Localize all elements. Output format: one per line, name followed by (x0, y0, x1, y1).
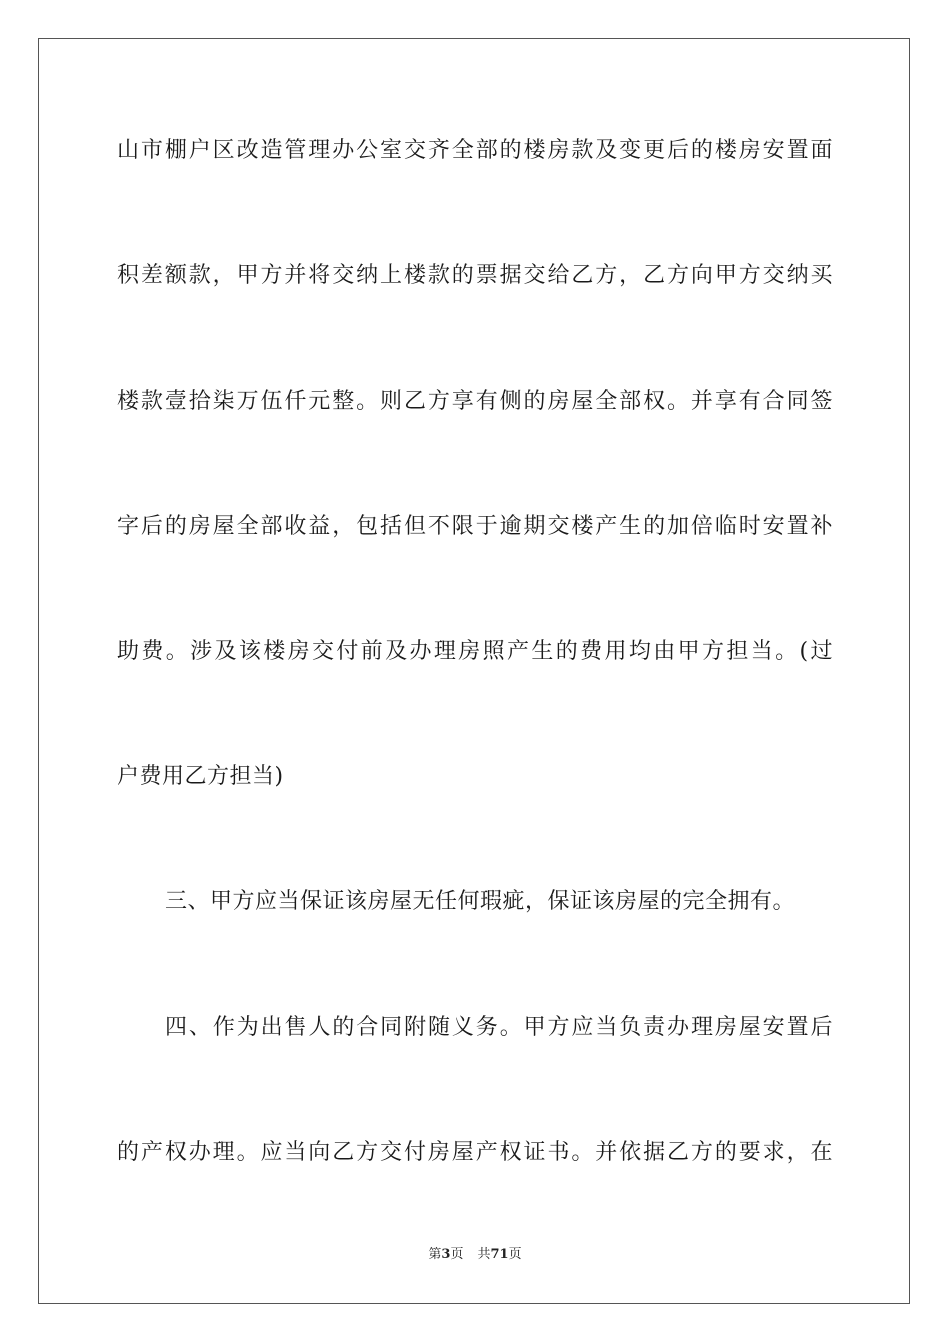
body-line-4: 字后的房屋全部收益，包括但不限于逾期交楼产生的加倍临时安置补 (117, 514, 833, 539)
body-line-2: 积差额款，甲方并将交纳上楼款的票据交给乙方，乙方向甲方交纳买 (117, 263, 833, 288)
clause-4-line-1: 四、作为出售人的合同附随义务。甲方应当负责办理房屋安置后 (165, 1015, 833, 1040)
page-number: 3 (441, 1247, 451, 1262)
body-line-6: 户费用乙方担当) (117, 764, 284, 789)
total-prefix: 共 (477, 1247, 491, 1262)
page-footer (0, 1246, 950, 1264)
clause-3-line: 三、甲方应当保证该房屋无任何瑕疵，保证该房屋的完全拥有。 (165, 889, 796, 914)
total-suffix: 页 (508, 1247, 522, 1262)
body-line-5: 助费。涉及该楼房交付前及办理房照产生的费用均由甲方担当。(过 (117, 639, 833, 664)
total-pages: 71 (490, 1247, 509, 1262)
clause-4-line-2: 的产权办理。应当向乙方交付房屋产权证书。并依据乙方的要求，在 (117, 1140, 833, 1165)
body-line-3: 楼款壹拾柒万伍仟元整。则乙方享有侧的房屋全部权。并享有合同签 (117, 389, 833, 414)
body-line-1: 山市棚户区改造管理办公室交齐全部的楼房款及变更后的楼房安置面 (117, 138, 833, 163)
page-border (38, 38, 910, 1304)
page-prefix: 第 (428, 1247, 442, 1262)
page-suffix: 页 (450, 1247, 464, 1262)
